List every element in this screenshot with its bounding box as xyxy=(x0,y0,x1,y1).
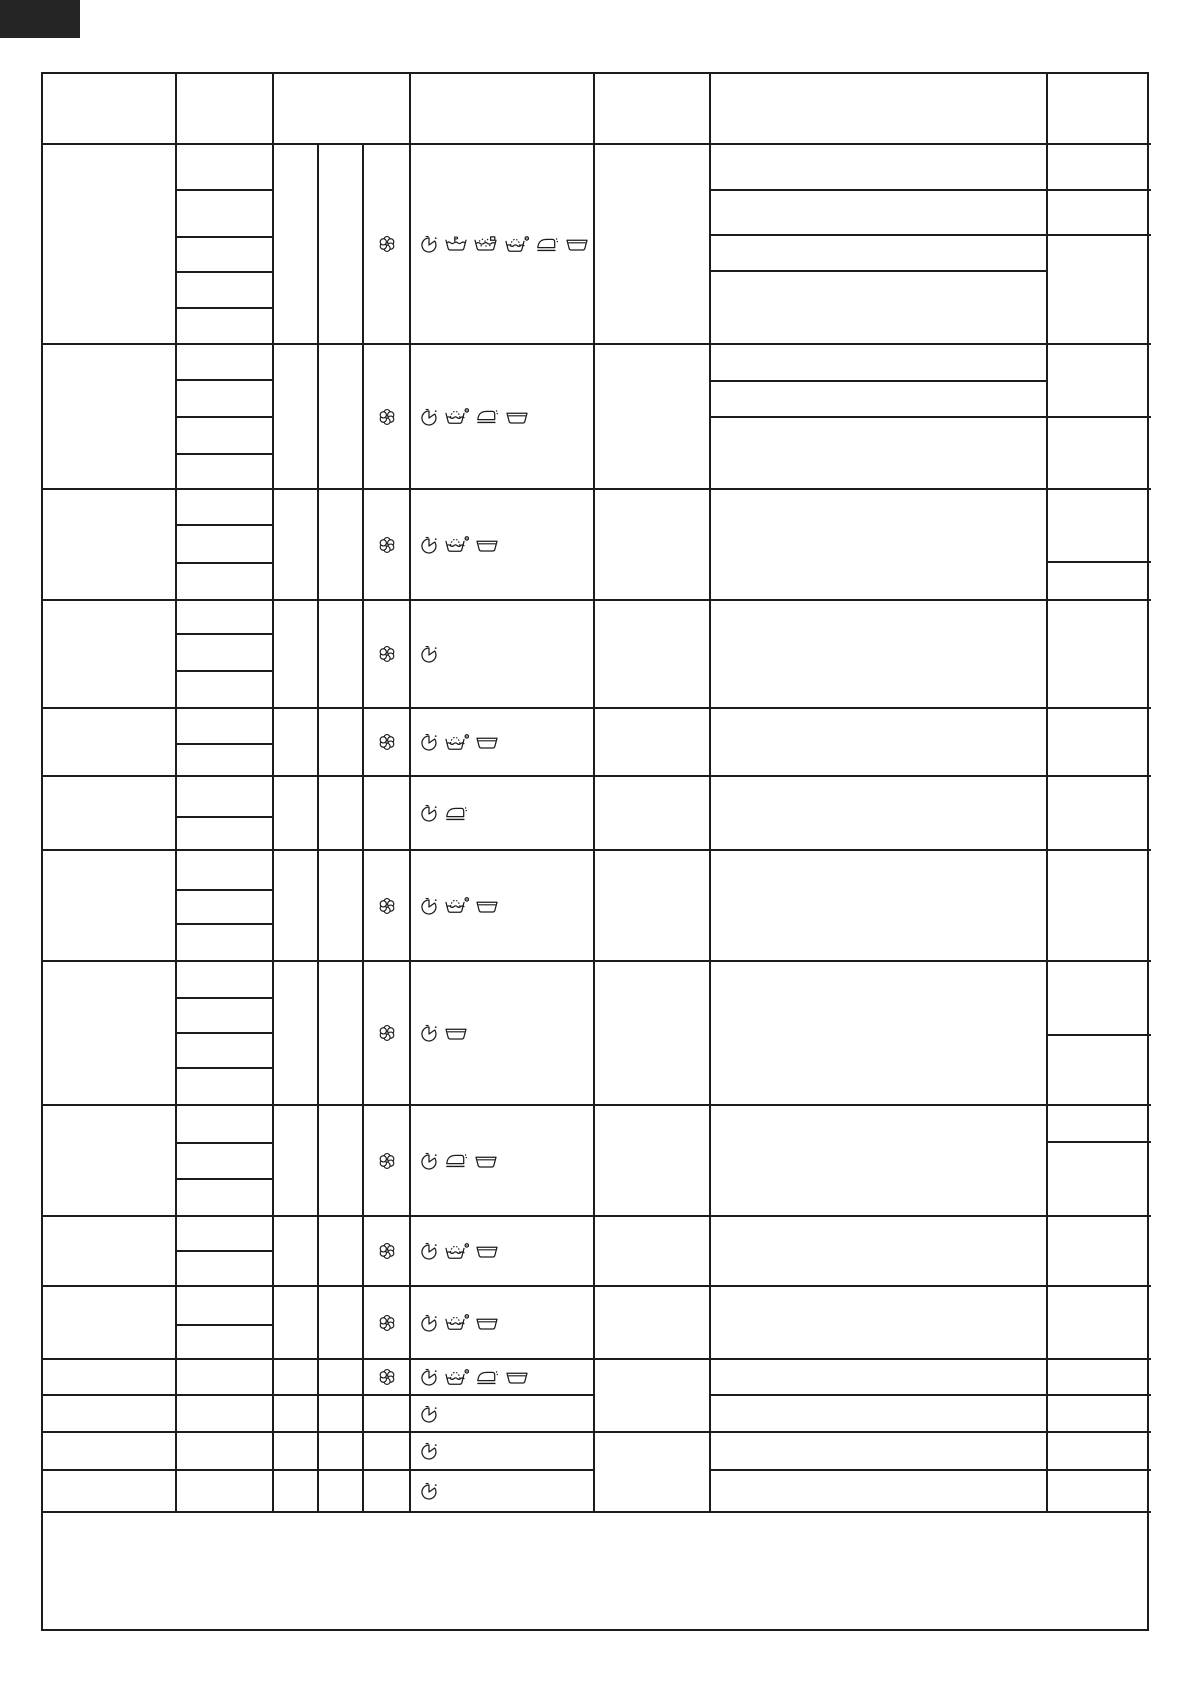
page-corner-tab xyxy=(0,0,80,38)
program-block-11 xyxy=(43,1286,1151,1359)
snowflake-icon xyxy=(379,1105,395,1216)
care-icons xyxy=(420,850,498,961)
duration-subrow-line xyxy=(1047,561,1151,562)
block-sep-line xyxy=(43,707,1151,709)
duration-icon xyxy=(420,1314,438,1332)
prewash-icon xyxy=(445,236,467,252)
snowflake-icon xyxy=(379,850,395,961)
iron-icon xyxy=(445,1152,468,1169)
care-icons xyxy=(420,344,528,489)
temp-subrow-line xyxy=(176,307,273,308)
duration-subrow-line xyxy=(1047,1141,1151,1142)
program-block-9 xyxy=(43,1105,1151,1216)
temp-subrow-line xyxy=(176,236,273,237)
temp-subrow-line xyxy=(176,816,273,817)
temp-subrow-line xyxy=(176,1250,273,1251)
block-sep-line xyxy=(43,1469,594,1471)
snowflake-icon xyxy=(379,344,395,489)
temp-subrow-line xyxy=(176,1067,273,1068)
snowflake-icon xyxy=(379,144,395,344)
bowl-icon xyxy=(476,1315,498,1331)
duration-subrow-line xyxy=(1047,1034,1151,1035)
svg-text:P: P xyxy=(453,236,459,244)
duration-icon xyxy=(420,645,438,663)
temp-subrow-line xyxy=(176,416,273,417)
program-block-14 xyxy=(43,1432,1151,1470)
block-sep-line xyxy=(43,1215,1151,1217)
duration-icon xyxy=(420,733,438,751)
snowflake-icon xyxy=(379,600,395,708)
care-icons xyxy=(420,961,467,1105)
duration-icon xyxy=(420,1152,438,1170)
temp-subrow-line xyxy=(176,189,273,190)
wash-degree-icon xyxy=(445,1314,469,1331)
temp-subrow-line xyxy=(176,1324,273,1325)
temp-subrow-line xyxy=(176,889,273,890)
block-sep-line xyxy=(710,1469,1151,1471)
program-table xyxy=(41,72,1149,1631)
temp-subrow-line xyxy=(176,453,273,454)
iron-icon xyxy=(476,1369,499,1386)
bowl-icon xyxy=(476,537,498,553)
care-icons xyxy=(420,1359,528,1395)
iron-icon xyxy=(445,805,468,822)
block-sep-line xyxy=(43,1104,1151,1106)
temp-subrow-line xyxy=(176,379,273,380)
block-sep-line xyxy=(43,1285,1151,1287)
wash-degree-icon xyxy=(505,236,529,253)
program-block-12 xyxy=(43,1359,1151,1395)
care-icons xyxy=(420,708,498,776)
duration-subrow-line xyxy=(1047,234,1151,235)
bowl-icon xyxy=(506,1369,528,1385)
snowflake-icon xyxy=(379,961,395,1105)
temp-subrow-line xyxy=(176,1032,273,1033)
duration-icon xyxy=(420,804,438,822)
duration-icon xyxy=(420,1242,438,1260)
block-sep-line xyxy=(710,1394,1151,1396)
description-subrow-line xyxy=(710,416,1047,417)
duration-icon xyxy=(420,1405,438,1423)
wash-degree-icon xyxy=(445,1369,469,1386)
program-block-7 xyxy=(43,850,1151,961)
iron-icon xyxy=(476,408,499,425)
care-icons xyxy=(420,489,498,600)
temp-subrow-line xyxy=(176,670,273,671)
duration-icon xyxy=(420,408,438,426)
care-icons xyxy=(420,1470,438,1512)
intensive-icon xyxy=(474,236,498,252)
bowl-icon xyxy=(476,1243,498,1259)
temp-subrow-line xyxy=(176,562,273,563)
temp-subrow-line xyxy=(176,524,273,525)
wash-degree-icon xyxy=(445,408,469,425)
temp-subrow-line xyxy=(176,997,273,998)
care-icons xyxy=(420,1432,438,1470)
temp-subrow-line xyxy=(176,1142,273,1143)
bowl-icon xyxy=(445,1025,467,1041)
care-icons xyxy=(420,1105,497,1216)
block-sep-line xyxy=(43,849,1151,851)
block-sep-line xyxy=(43,1394,594,1396)
care-icons xyxy=(420,1395,438,1432)
temp-subrow-line xyxy=(176,1178,273,1179)
block-sep-line xyxy=(43,1358,1151,1360)
wash-degree-icon xyxy=(445,734,469,751)
bowl-icon xyxy=(566,236,588,252)
description-subrow-line xyxy=(710,270,1047,271)
program-block-5 xyxy=(43,708,1151,776)
program-block-4 xyxy=(43,600,1151,708)
program-block-3 xyxy=(43,489,1151,600)
block-sep-line xyxy=(43,1431,1151,1433)
program-block-1 xyxy=(43,144,1151,344)
description-subrow-line xyxy=(710,380,1047,381)
duration-icon xyxy=(420,1024,438,1042)
program-block-15 xyxy=(43,1470,1151,1512)
temp-subrow-line xyxy=(176,743,273,744)
block-sep-line xyxy=(43,599,1151,601)
care-icons xyxy=(420,600,438,708)
duration-icon xyxy=(420,235,438,253)
care-icons xyxy=(420,144,588,344)
snowflake-icon xyxy=(379,489,395,600)
duration-icon xyxy=(420,1482,438,1500)
snowflake-icon xyxy=(379,1286,395,1359)
bowl-icon xyxy=(506,409,528,425)
block-sep-line xyxy=(43,343,1151,345)
bowl-icon xyxy=(476,898,498,914)
bowl-icon xyxy=(475,1153,497,1169)
temp-subrow-line xyxy=(176,633,273,634)
description-subrow-line xyxy=(710,189,1047,190)
duration-subrow-line xyxy=(1047,416,1151,417)
program-block-6 xyxy=(43,776,1151,850)
care-icons xyxy=(420,1216,498,1286)
iron-icon xyxy=(536,236,559,253)
table-header-row xyxy=(43,74,1151,144)
block-sep-line xyxy=(43,488,1151,490)
block-sep-line xyxy=(43,775,1151,777)
snowflake-icon xyxy=(379,1359,395,1395)
wash-degree-icon xyxy=(445,897,469,914)
snowflake-icon xyxy=(379,1216,395,1286)
wash-degree-icon xyxy=(445,1243,469,1260)
table-footnote-cell xyxy=(43,1512,1151,1633)
bowl-icon xyxy=(476,734,498,750)
snowflake-icon xyxy=(379,708,395,776)
temp-subrow-line xyxy=(176,271,273,272)
block-sep-line xyxy=(43,960,1151,962)
duration-subrow-line xyxy=(1047,189,1151,190)
care-icons xyxy=(420,776,468,850)
duration-icon xyxy=(420,1368,438,1386)
description-subrow-line xyxy=(710,234,1047,235)
temp-subrow-line xyxy=(176,923,273,924)
duration-icon xyxy=(420,536,438,554)
duration-icon xyxy=(420,1442,438,1460)
program-block-13 xyxy=(43,1395,1151,1432)
care-icons xyxy=(420,1286,498,1359)
wash-degree-icon xyxy=(445,536,469,553)
duration-icon xyxy=(420,897,438,915)
